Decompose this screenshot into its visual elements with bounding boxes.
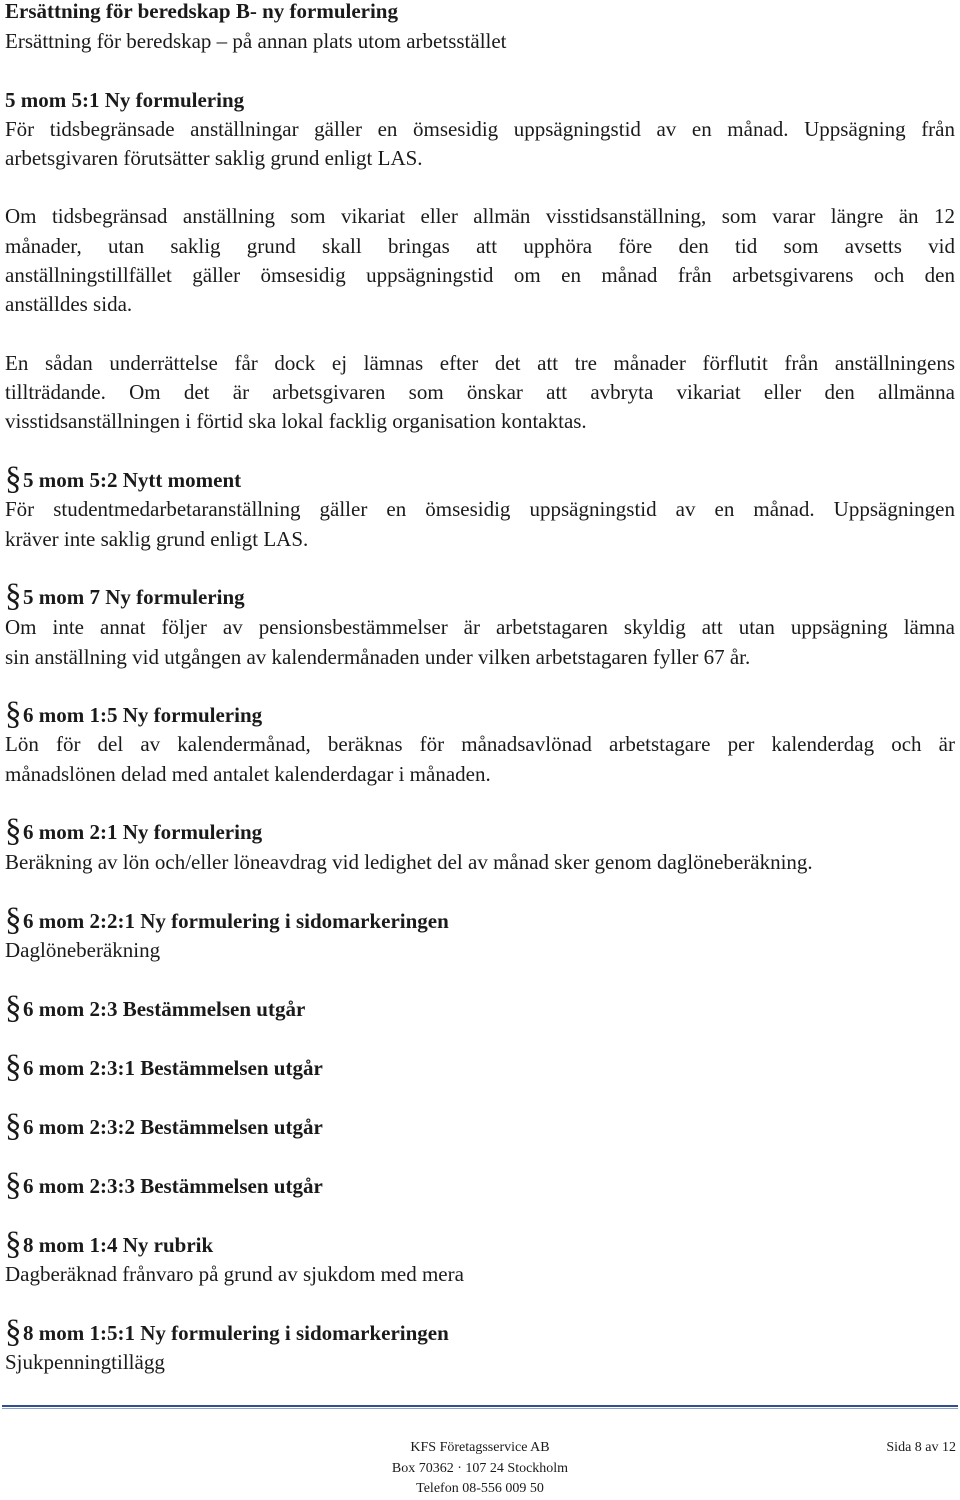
- section-heading-8-1-5-1: [5, 1314, 449, 1350]
- section-heading-6-2-3-3: [5, 1167, 323, 1203]
- section-heading-text: 5 mom 7 Ny formulering: [23, 585, 245, 609]
- footer-divider-thin: [2, 1408, 958, 1409]
- paragraph-line: visstidsanställningen i förtid ska lokal facklig organisation kontaktas.: [5, 409, 587, 433]
- section-heading-8-1-4: [5, 1226, 214, 1262]
- paragraph-line: anställdes sida.: [5, 292, 133, 316]
- section-heading-5-7: [5, 578, 245, 614]
- section-heading-5-5-2: [5, 461, 242, 497]
- section-heading-text: 8 mom 1:4 Ny rubrik: [23, 1233, 214, 1257]
- paragraph-symbol-icon: §: [5, 1226, 22, 1262]
- section-heading-6-2-1: [5, 813, 263, 849]
- paragraph-symbol-icon: §: [5, 696, 22, 732]
- footer-address: Box 70362 · 107 24 Stockholm: [391, 1461, 569, 1476]
- paragraph-symbol-icon: §: [5, 578, 22, 614]
- section-heading-6-1-5: [5, 696, 263, 732]
- section-heading-6-2-2-1: [5, 902, 449, 938]
- paragraph-line: kräver inte saklig grund enligt LAS.: [5, 527, 309, 551]
- section-heading-text: 8 mom 1:5:1 Ny formulering i sidomarkeringen: [23, 1321, 449, 1345]
- paragraph-line: tillträdande. Om det är arbetsgivaren som önskar att avbryta vikariat eller den allmänna: [5, 380, 955, 404]
- document-subtitle: Ersättning för beredskap – på annan plats utom arbetsstället: [5, 29, 507, 53]
- paragraph-symbol-icon: §: [5, 902, 22, 938]
- paragraph-symbol-icon: §: [5, 1108, 22, 1144]
- paragraph-line: För studentmedarbetaranställning gäller en ömsesidig uppsägningstid av en månad. Uppsägningen: [5, 497, 955, 521]
- paragraph-line: Dagberäknad frånvaro på grund av sjukdom med mera: [5, 1262, 464, 1286]
- document-title: Ersättning för beredskap B- ny formulering: [5, 0, 398, 23]
- footer-phone: Telefon 08-556 009 50: [416, 1481, 544, 1496]
- paragraph-line: Om inte annat följer av pensionsbestämmelser är arbetstagaren skyldig att utan uppsägning lämna: [5, 615, 955, 639]
- paragraph-line: anställningstillfället gäller ömsesidig uppsägningstid om en månad från arbetsgivarens och den: [5, 263, 955, 287]
- paragraph-symbol-icon: §: [5, 1049, 22, 1085]
- footer-company: KFS Företagsservice AB: [410, 1440, 550, 1455]
- section-heading-text: 6 mom 2:3 Bestämmelsen utgår: [23, 997, 306, 1021]
- paragraph-line: Sjukpenningtillägg: [5, 1350, 165, 1374]
- section-heading-6-2-3-2: [5, 1108, 323, 1144]
- paragraph-line: Lön för del av kalendermånad, beräknas för månadsavlönad arbetstagare per kalenderdag och är: [5, 732, 955, 756]
- page-number: Sida 8 av 12: [886, 1440, 956, 1455]
- section-heading-text: 5 mom 5:2 Nytt moment: [23, 468, 242, 492]
- section-heading-5-5-1: 5 mom 5:1 Ny formulering: [5, 88, 245, 112]
- footer-divider: [2, 1405, 958, 1407]
- paragraph-line: sin anställning vid utgången av kalendermånaden under vilken arbetstagaren fyller 67 år.: [5, 645, 751, 669]
- paragraph-line: månader, utan saklig grund skall bringas att upphöra före den tid som avsetts vid: [5, 234, 955, 258]
- paragraph-line: Om tidsbegränsad anställning som vikariat eller allmän visstidsanställning, som varar längre än 12: [5, 204, 955, 228]
- section-heading-6-2-3: [5, 990, 306, 1026]
- paragraph-symbol-icon: §: [5, 813, 22, 849]
- section-heading-text: 6 mom 2:3:1 Bestämmelsen utgår: [23, 1056, 323, 1080]
- section-heading-text: 6 mom 1:5 Ny formulering: [23, 703, 263, 727]
- section-heading-text: 6 mom 2:2:1 Ny formulering i sidomarkeringen: [23, 909, 449, 933]
- paragraph-symbol-icon: §: [5, 1167, 22, 1203]
- paragraph-line: månadslönen delad med antalet kalenderdagar i månaden.: [5, 762, 491, 786]
- paragraph-symbol-icon: §: [5, 1314, 22, 1350]
- paragraph-line: En sådan underrättelse får dock ej lämnas efter det att tre månader förflutit från anställningens: [5, 351, 955, 375]
- section-heading-text: 6 mom 2:3:2 Bestämmelsen utgår: [23, 1115, 323, 1139]
- section-heading-text: 6 mom 2:3:3 Bestämmelsen utgår: [23, 1174, 323, 1198]
- section-heading-text: 6 mom 2:1 Ny formulering: [23, 820, 263, 844]
- section-heading-6-2-3-1: [5, 1049, 323, 1085]
- paragraph-line: För tidsbegränsade anställningar gäller en ömsesidig uppsägningstid av en månad. Uppsägning från: [5, 117, 955, 141]
- paragraph-line: Daglöneberäkning: [5, 938, 161, 962]
- paragraph-line: arbetsgivaren förutsätter saklig grund enligt LAS.: [5, 146, 423, 170]
- paragraph-line: Beräkning av lön och/eller löneavdrag vid ledighet del av månad sker genom daglöneberäkning.: [5, 850, 813, 874]
- paragraph-symbol-icon: §: [5, 990, 22, 1026]
- paragraph-symbol-icon: §: [5, 461, 22, 497]
